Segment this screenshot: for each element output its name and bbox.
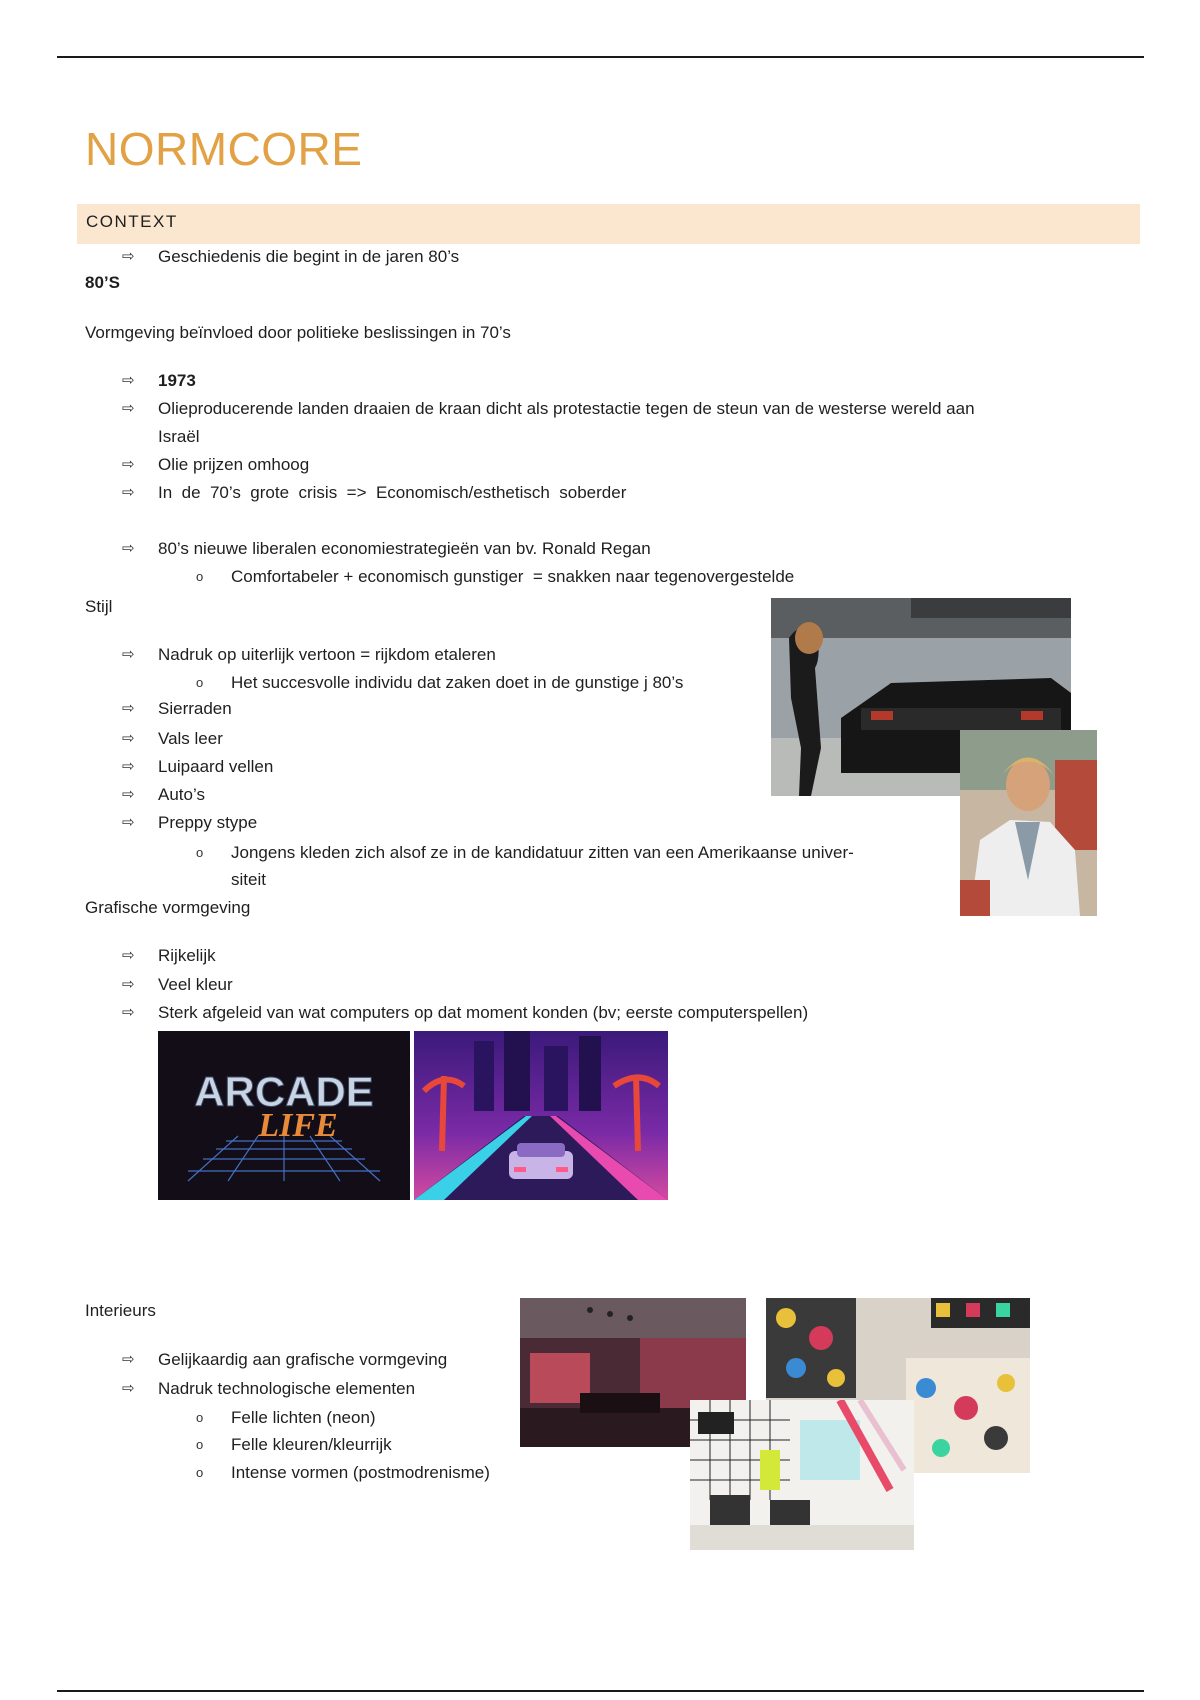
list1-item-liberalen: 80’s nieuwe liberalen economiestrategieën van bv. Ronald Regan <box>158 539 651 558</box>
list1-item-prijzen: Olie prijzen omhoog <box>158 455 310 474</box>
interieurs-subitem-neon: Felle lichten (neon) <box>231 1408 376 1427</box>
list1-item-crisis: In de 70’s grote crisis => Economisch/esthetisch soberder <box>158 483 627 502</box>
page-title: NORMCORE <box>85 123 363 175</box>
para-vormgeving: Vormgeving beïnvloed door politieke beslissingen in 70’s <box>85 323 511 342</box>
heading-grafisch: Grafische vormgeving <box>85 898 251 917</box>
photo-synthwave-car <box>414 1031 668 1200</box>
heading-80s: 80’S <box>85 273 120 292</box>
arrow-bullet-icon: ⇨ <box>122 947 135 964</box>
arrow-bullet-icon: ⇨ <box>122 758 135 775</box>
interieurs-item-technologisch: Nadruk technologische elementen <box>158 1379 416 1398</box>
grafisch-item-rijkelijk: Rijkelijk <box>158 946 216 965</box>
grafisch-item-kleur: Veel kleur <box>158 975 233 994</box>
intro-bullet-text: Geschiedenis die begint in de jaren 80’s <box>158 247 460 266</box>
bottom-rule <box>57 1690 1144 1692</box>
circle-bullet-icon: o <box>196 1410 204 1425</box>
arrow-bullet-icon: ⇨ <box>122 248 135 265</box>
arrow-bullet-icon: ⇨ <box>122 700 135 717</box>
circle-bullet-icon: o <box>196 675 204 690</box>
photo-man-white-suit <box>960 730 1097 916</box>
grafisch-item-computers: Sterk afgeleid van wat computers op dat moment konden (bv; eerste computerspellen) <box>158 1003 809 1022</box>
arrow-bullet-icon: ⇨ <box>122 456 135 473</box>
heading-interieurs: Interieurs <box>85 1301 156 1320</box>
list1-item-olie-cont: Israël <box>158 427 200 446</box>
arrow-bullet-icon: ⇨ <box>122 400 135 417</box>
stijl-item-autos: Auto’s <box>158 785 205 804</box>
context-header-band <box>77 204 1140 244</box>
arrow-bullet-icon: ⇨ <box>122 814 135 831</box>
photo-interior-memphis-salon <box>690 1400 914 1550</box>
arrow-bullet-icon: ⇨ <box>122 484 135 501</box>
stijl-subitem-jongens: Jongens kleden zich alsof ze in de kandidatuur zitten van een Amerikaanse univer- <box>231 843 854 862</box>
life-logo-text: LIFE <box>258 1107 338 1144</box>
interieurs-subitem-vormen: Intense vormen (postmodrenisme) <box>231 1463 490 1482</box>
photo-arcade-life-graphic <box>158 1031 410 1200</box>
arrow-bullet-icon: ⇨ <box>122 786 135 803</box>
stijl-subitem-individu: Het succesvolle individu dat zaken doet in de gunstige j 80’s <box>231 673 684 692</box>
circle-bullet-icon: o <box>196 569 204 584</box>
arrow-bullet-icon: ⇨ <box>122 1380 135 1397</box>
list1-item-1973: 1973 <box>158 371 196 390</box>
list1-item-olie: Olieproducerende landen draaien de kraan dicht als protestactie tegen de steun van de westerse wereld aan <box>158 399 975 418</box>
arrow-bullet-icon: ⇨ <box>122 540 135 557</box>
interieurs-item-gelijkaardig: Gelijkaardig aan grafische vormgeving <box>158 1350 448 1369</box>
stijl-item-luipaard: Luipaard vellen <box>158 757 274 776</box>
arrow-bullet-icon: ⇨ <box>122 372 135 389</box>
circle-bullet-icon: o <box>196 1437 204 1452</box>
list1-subitem-comfortabeler: Comfortabeler + economisch gunstiger = snakken naar tegenovergestelde <box>231 567 795 586</box>
stijl-item-nadruk: Nadruk op uiterlijk vertoon = rijkdom etaleren <box>158 645 496 664</box>
stijl-item-preppy: Preppy stype <box>158 813 258 832</box>
interieurs-subitem-kleuren: Felle kleuren/kleurrijk <box>231 1435 392 1454</box>
arcade-logo-text: ARCADE <box>194 1068 374 1115</box>
context-header-label: CONTEXT <box>86 212 178 231</box>
top-rule <box>57 56 1144 58</box>
circle-bullet-icon: o <box>196 845 204 860</box>
arrow-bullet-icon: ⇨ <box>122 976 135 993</box>
arrow-bullet-icon: ⇨ <box>122 730 135 747</box>
arrow-bullet-icon: ⇨ <box>122 1351 135 1368</box>
stijl-item-sierraden: Sierraden <box>158 699 232 718</box>
arrow-bullet-icon: ⇨ <box>122 1004 135 1021</box>
stijl-item-leer: Vals leer <box>158 729 223 748</box>
circle-bullet-icon: o <box>196 1465 204 1480</box>
heading-stijl: Stijl <box>85 597 113 616</box>
stijl-subitem-jongens-cont: siteit <box>231 870 266 889</box>
arrow-bullet-icon: ⇨ <box>122 646 135 663</box>
